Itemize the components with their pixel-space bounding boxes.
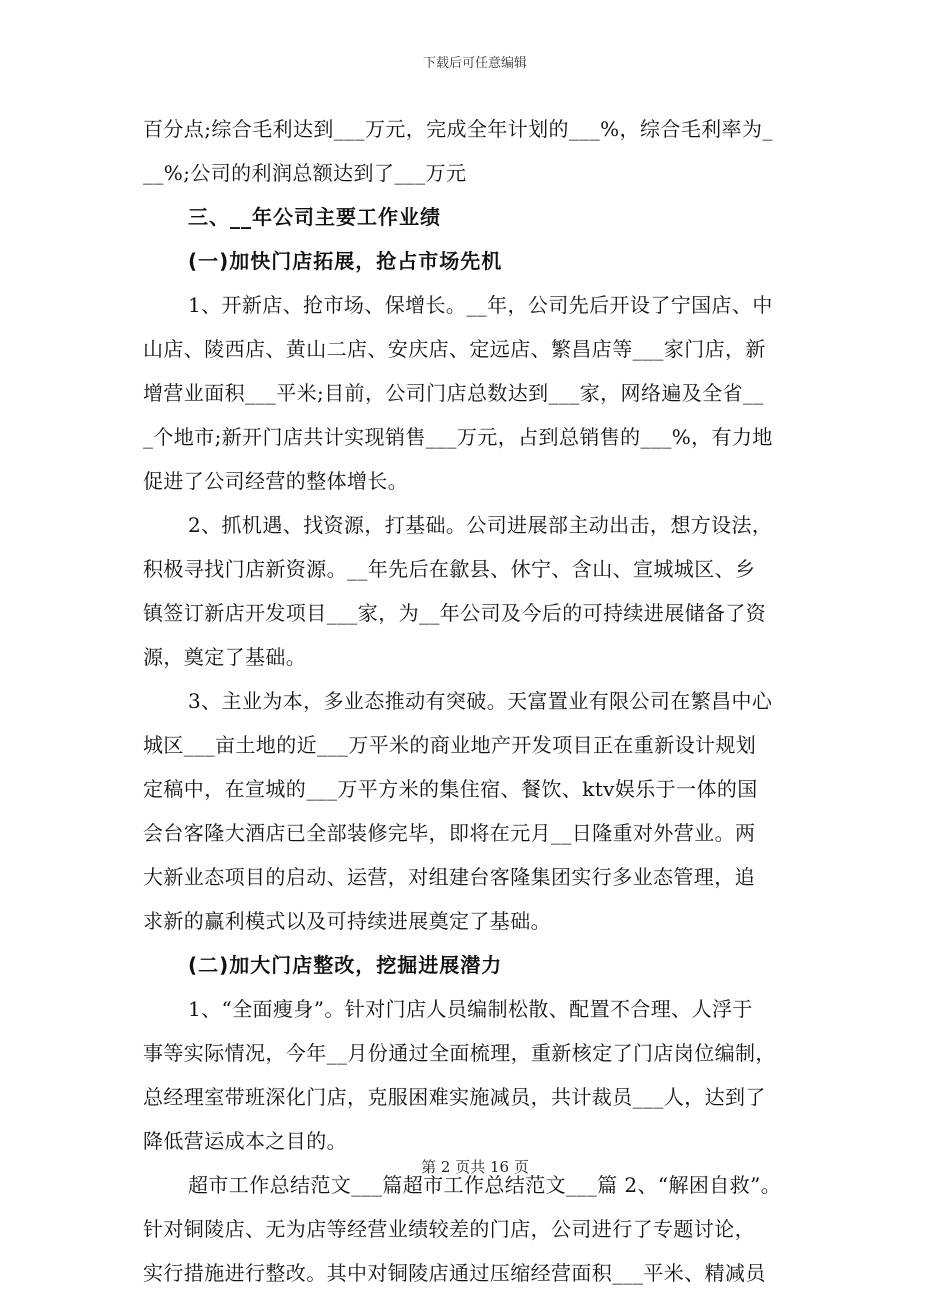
- paragraph-line: 求新的赢利模式以及可持续进展奠定了基础。: [143, 909, 551, 933]
- paragraph-line: 源，奠定了基础。: [143, 645, 307, 669]
- paragraph-line: 积极寻找门店新资源。__年先后在歙县、休宁、含山、宣城城区、乡: [143, 557, 756, 581]
- paragraph-line: 大新业态项目的启动、运营，对组建台客隆集团实行多业态管理，追: [143, 865, 755, 889]
- paragraph-line: 超市工作总结范文___篇超市工作总结范文___篇 2、“解困自救”。: [188, 1173, 782, 1197]
- paragraph-line: 定稿中，在宣城的___万平方米的集住宿、餐饮、ktv娱乐于一体的国: [143, 777, 758, 801]
- paragraph-line: 镇签订新店开发项目___家，为__年公司及今后的可持续进展储备了资: [143, 601, 767, 625]
- paragraph-line: 总经理室带班深化门店，克服困难实施减员，共计裁员___人，达到了: [143, 1085, 766, 1109]
- subsection-heading: (一)加快门店拓展，抢占市场先机: [188, 249, 503, 273]
- paragraph-line: __%;公司的利润总额达到了___万元: [143, 161, 467, 185]
- paragraph-line: 百分点;综合毛利达到___万元，完成全年计划的___%，综合毛利率为_: [143, 117, 773, 141]
- paragraph-line: 2、抓机遇、找资源，打基础。公司进展部主动出击，想方设法，: [188, 513, 773, 537]
- paragraph-line: 1、开新店、抢市场、保增长。__年，公司先后开设了宁国店、中: [188, 293, 773, 317]
- page-header: 下载后可任意编辑: [422, 56, 527, 71]
- paragraph-line: 促进了公司经营的整体增长。: [143, 469, 409, 493]
- document-body: [143, 107, 823, 1295]
- paragraph-line: 会台客隆大酒店已全部装修完毕，即将在元月__日隆重对外营业。两: [143, 821, 756, 845]
- paragraph-line: 实行措施进行整改。其中对铜陵店通过压缩经营面积___平米、精减员: [143, 1261, 766, 1285]
- paragraph-line: 1、“全面瘦身”。针对门店人员编制松散、配置不合理、人浮于: [188, 997, 753, 1021]
- paragraph-line: 增营业面积___平米;目前，公司门店总数达到___家，网络遍及全省__: [143, 381, 764, 405]
- paragraph-line: 3、主业为本，多业态推动有突破。天富置业有限公司在繁昌中心: [188, 689, 773, 713]
- paragraph-line: 城区___亩土地的近___万平米的商业地产开发项目正在重新设计规划: [143, 733, 757, 757]
- paragraph-line: 降低营运成本之目的。: [143, 1129, 347, 1153]
- paragraph-line: 山店、陵西店、黄山二店、安庆店、定远店、繁昌店等___家门店，新: [143, 337, 766, 361]
- page-footer: 第 2 页共 16 页: [421, 1158, 529, 1176]
- paragraph-line: _个地市;新开门店共计实现销售___万元，占到总销售的___%，有力地: [143, 425, 773, 449]
- section-heading: 三、__年公司主要工作业绩: [188, 205, 441, 229]
- paragraph-line: 针对铜陵店、无为店等经营业绩较差的门店，公司进行了专题讨论，: [143, 1217, 755, 1241]
- paragraph-line: 事等实际情况，今年__月份通过全面梳理，重新核定了门店岗位编制，: [143, 1041, 776, 1065]
- subsection-heading: (二)加大门店整改，挖掘进展潜力: [188, 953, 503, 977]
